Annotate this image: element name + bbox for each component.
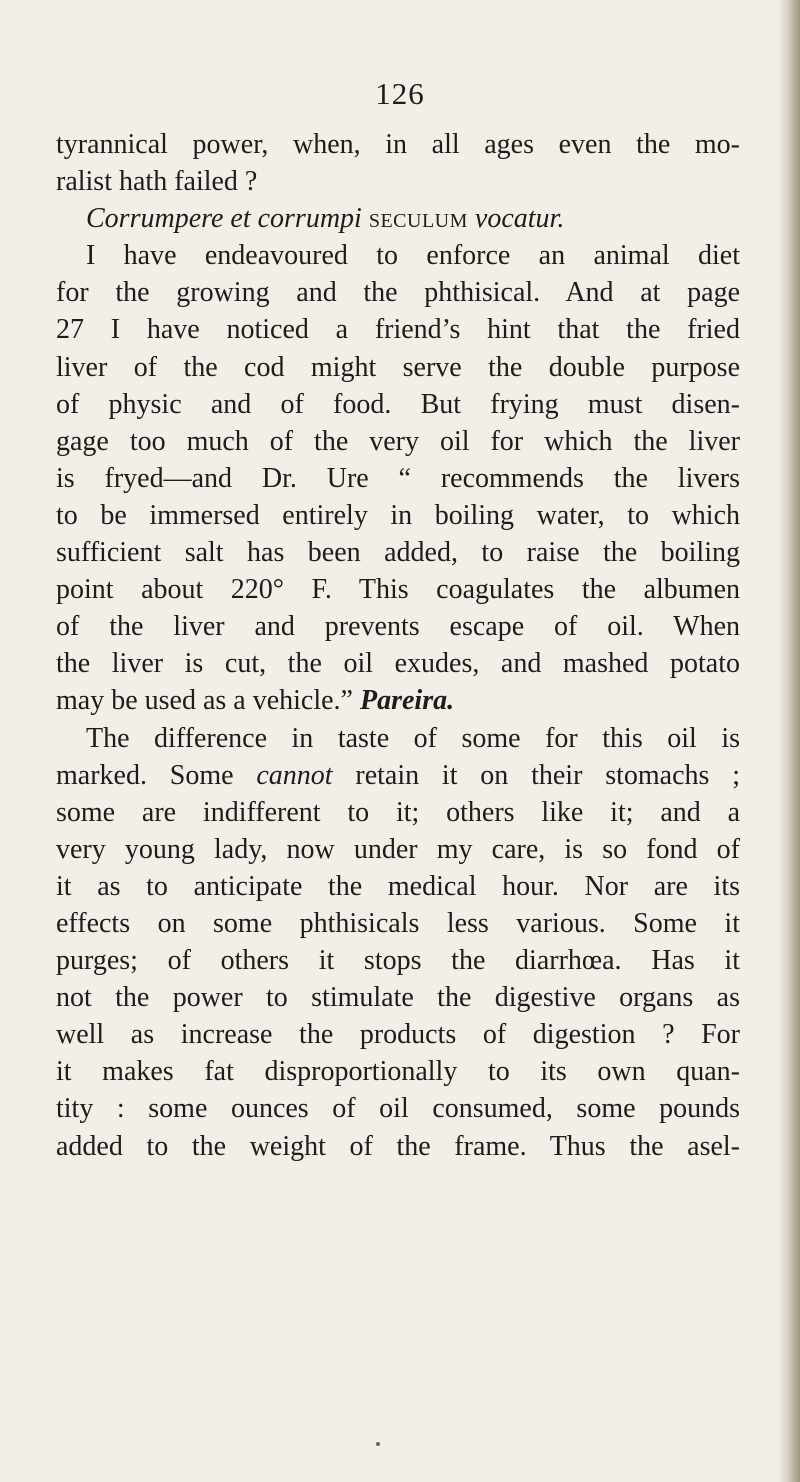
- text-line: not the power to stimulate the digestive organs as: [56, 982, 740, 1014]
- text-line: point about 220° F. This coagulates the albumen: [56, 574, 740, 606]
- text-line: of the liver and prevents escape of oil. When: [56, 611, 740, 643]
- page-edge-shadow: [778, 0, 800, 1482]
- text-line: well as increase the products of digestion ? For: [56, 1019, 740, 1051]
- text-line: very young lady, now under my care, is so fond of: [56, 833, 740, 865]
- text-line: liver of the cod might serve the double purpose: [56, 351, 740, 383]
- text-line: may be used as a vehicle.” Pareira.: [56, 685, 455, 717]
- text-line: it as to anticipate the medical hour. Nor are its: [56, 870, 740, 902]
- text-line: sufficient salt has been added, to raise the boiling: [56, 537, 740, 569]
- text-line: effects on some phthisicals less various. Some it: [56, 907, 740, 939]
- text-line: to be immersed entirely in boiling water, to which: [56, 499, 740, 531]
- printing-speck: [376, 1442, 380, 1446]
- text-line: gage too much of the very oil for which the liver: [56, 425, 740, 457]
- latin-quote-line: Corrumpere et corrumpi seculum vocatur.: [86, 203, 565, 235]
- text-line: for the growing and the phthisical. And at page: [56, 277, 740, 309]
- text-line: is fryed—and Dr. Ure “ recommends the livers: [56, 462, 740, 494]
- text-line: purges; of others it stops the diarrhœa. Has it: [56, 945, 740, 977]
- text-line: marked. Some cannot retain it on their stomachs ;: [56, 759, 740, 791]
- text-line: 27 I have noticed a friend’s hint that the fried: [56, 314, 740, 346]
- text-line: some are indifferent to it; others like it; and a: [56, 796, 740, 828]
- text-line: of physic and of food. But frying must disen-: [56, 388, 740, 420]
- text-line: added to the weight of the frame. Thus the asel-: [56, 1130, 740, 1162]
- body-text: [56, 126, 740, 1165]
- text-line: The difference in taste of some for this oil is: [86, 722, 740, 754]
- text-line: the liver is cut, the oil exudes, and mashed potato: [56, 648, 740, 680]
- text-line: ralist hath failed ?: [56, 166, 258, 198]
- text-line: I have endeavoured to enforce an animal diet: [86, 240, 740, 272]
- page-number: 126: [375, 76, 425, 111]
- citation-author: Pareira.: [359, 685, 455, 717]
- text-line: it makes fat disproportionally to its own quan-: [56, 1056, 740, 1088]
- text-line: tyrannical power, when, in all ages even the mo-: [56, 129, 740, 160]
- text-line: tity : some ounces of oil consumed, some pounds: [56, 1093, 740, 1125]
